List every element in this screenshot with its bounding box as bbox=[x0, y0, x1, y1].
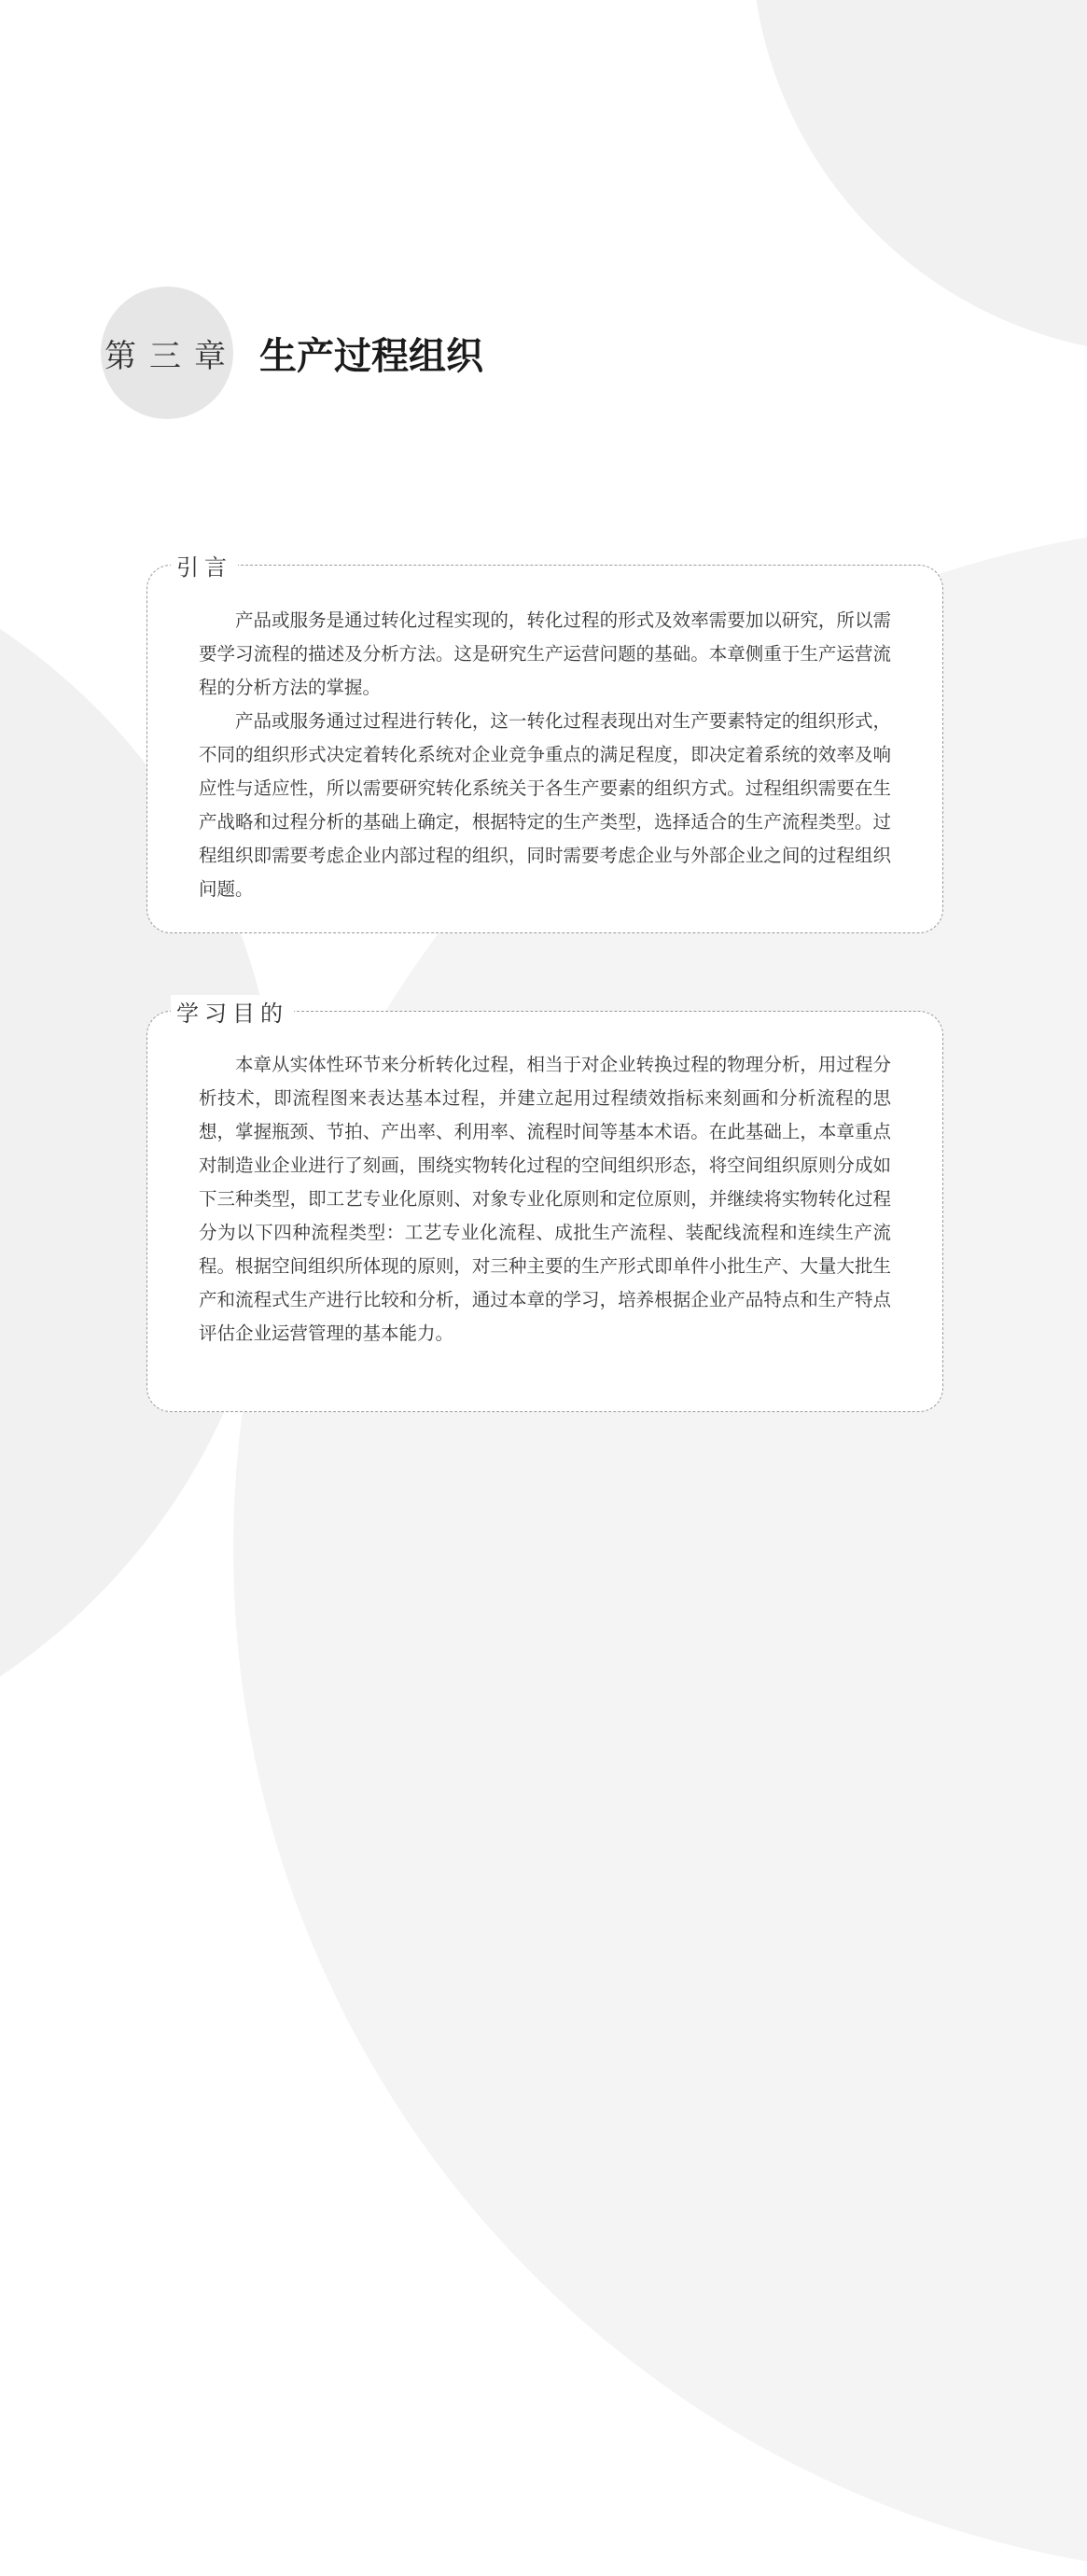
intro-paragraph: 产品或服务通过过程进行转化，这一转化过程表现出对生产要素特定的组织形式，不同的组织形式决定着转化系统对企业竞争重点的满足程度，即决定着系统的效率及响应性与适应性，所以需要研究转化系统关于各生产要素的组织方式。过程组织需要在生产战略和过程分析的基础上确定，根据特定的生产类型，选择适合的生产流程类型。过程组织即需要考虑企业内部过程的组织，同时需要考虑企业与外部企业之间的过程组织问题。 bbox=[199, 710, 891, 900]
intro-heading: 引言 bbox=[171, 549, 238, 581]
goals-text bbox=[199, 1048, 891, 1351]
goals-heading: 学习目的 bbox=[171, 995, 294, 1028]
chapter-title: 生产过程组织 bbox=[259, 334, 483, 378]
goals-paragraph: 本章从实体性环节来分析转化过程，相当于对企业转换过程的物理分析，用过程分析技术，即流程图来表达基本过程，并建立起用过程绩效指标来刻画和分析流程的思想，掌握瓶颈、节拍、产出率、利用率、流程时间等基本术语。在此基础上，本章重点对制造业企业进行了刻画，围绕实物转化过程的空间组织形态，将空间组织原则分成如下三种类型，即工艺专业化原则、对象专业化原则和定位原则，并继续将实物转化过程分为以下四种流程类型：工艺专业化流程、成批生产流程、装配线流程和连续生产流程。根据空间组织所体现的原则，对三种主要的生产形式即单件小批生产、大量大批生产和流程式生产进行比较和分析，通过本章的学习，培养根据企业产品特点和生产特点评估企业运营管理的基本能力。 bbox=[199, 1054, 891, 1344]
intro-paragraph: 产品或服务是通过转化过程实现的，转化过程的形式及效率需要加以研究，所以需要学习流程的描述及分析方法。这是研究生产运营问题的基础。本章侧重于生产运营流程的分析方法的掌握。 bbox=[199, 609, 891, 698]
chapter-label: 第三章 bbox=[105, 338, 239, 375]
intro-text bbox=[199, 604, 891, 906]
background-circle-top-right bbox=[751, 0, 1087, 355]
